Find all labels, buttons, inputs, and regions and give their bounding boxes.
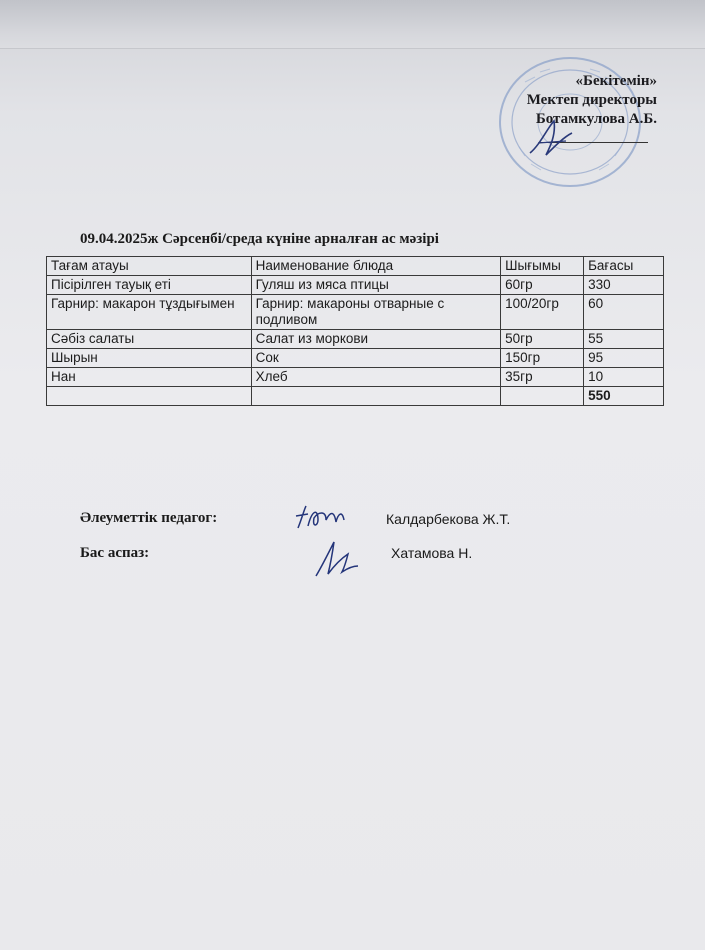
dish-price: 10 xyxy=(584,368,664,387)
dish-name-kk: Гарнир: макарон тұздығымен xyxy=(47,295,252,330)
header-cell: Тағам атауы xyxy=(47,257,252,276)
paper-fold-shadow xyxy=(0,0,705,49)
dish-price: 55 xyxy=(584,330,664,349)
social-pedagogue-label: Әлеуметтік педагог: xyxy=(80,510,218,526)
dish-name-ru: Сок xyxy=(251,349,501,368)
empty-cell xyxy=(251,387,501,406)
approval-heading: «Бекітемін» xyxy=(575,73,657,89)
dish-price: 330 xyxy=(584,276,664,295)
empty-cell xyxy=(47,387,252,406)
dish-name-ru: Хлеб xyxy=(251,368,501,387)
dish-price: 95 xyxy=(584,349,664,368)
approval-director-name: Ботамкулова А.Б. xyxy=(535,111,657,127)
dish-name-ru: Салат из моркови xyxy=(251,330,501,349)
director-signature xyxy=(520,115,580,160)
empty-cell xyxy=(501,387,584,406)
head-cook-label: Бас аспаз: xyxy=(80,545,150,561)
dish-name-ru: Гуляш из мяса птицы xyxy=(251,276,501,295)
table-row xyxy=(47,349,664,368)
dish-yield: 100/20гр xyxy=(501,295,584,330)
table-row xyxy=(47,368,664,387)
header-cell: Шығымы xyxy=(501,257,584,276)
social-pedagogue-signature xyxy=(292,500,354,536)
head-cook-signature xyxy=(312,536,360,582)
approval-position: Мектеп директоры xyxy=(526,92,657,108)
table-header-row xyxy=(47,257,664,276)
dish-yield: 35гр xyxy=(501,368,584,387)
table-total-row xyxy=(47,387,664,406)
dish-name-kk: Нан xyxy=(47,368,252,387)
dish-name-kk: Сәбіз салаты xyxy=(47,330,252,349)
head-cook-name: Хатамова Н. xyxy=(391,545,473,561)
header-cell: Бағасы xyxy=(584,257,664,276)
dish-name-ru: Гарнир: макароны отварные с подливом xyxy=(251,295,501,330)
table-row xyxy=(47,276,664,295)
social-pedagogue-name: Калдарбекова Ж.Т. xyxy=(386,511,511,527)
dish-yield: 150гр xyxy=(501,349,584,368)
menu-table xyxy=(46,256,664,406)
total-price: 550 xyxy=(584,387,664,406)
table-row xyxy=(47,330,664,349)
dish-price: 60 xyxy=(584,295,664,330)
menu-title: 09.04.2025ж Сәрсенбі/среда күніне арналған ас мәзірі xyxy=(80,231,439,247)
header-cell: Наименование блюда xyxy=(251,257,501,276)
dish-yield: 60гр xyxy=(501,276,584,295)
dish-name-kk: Шырын xyxy=(47,349,252,368)
dish-name-kk: Пісірілген тауық еті xyxy=(47,276,252,295)
table-row xyxy=(47,295,664,330)
dish-yield: 50гр xyxy=(501,330,584,349)
